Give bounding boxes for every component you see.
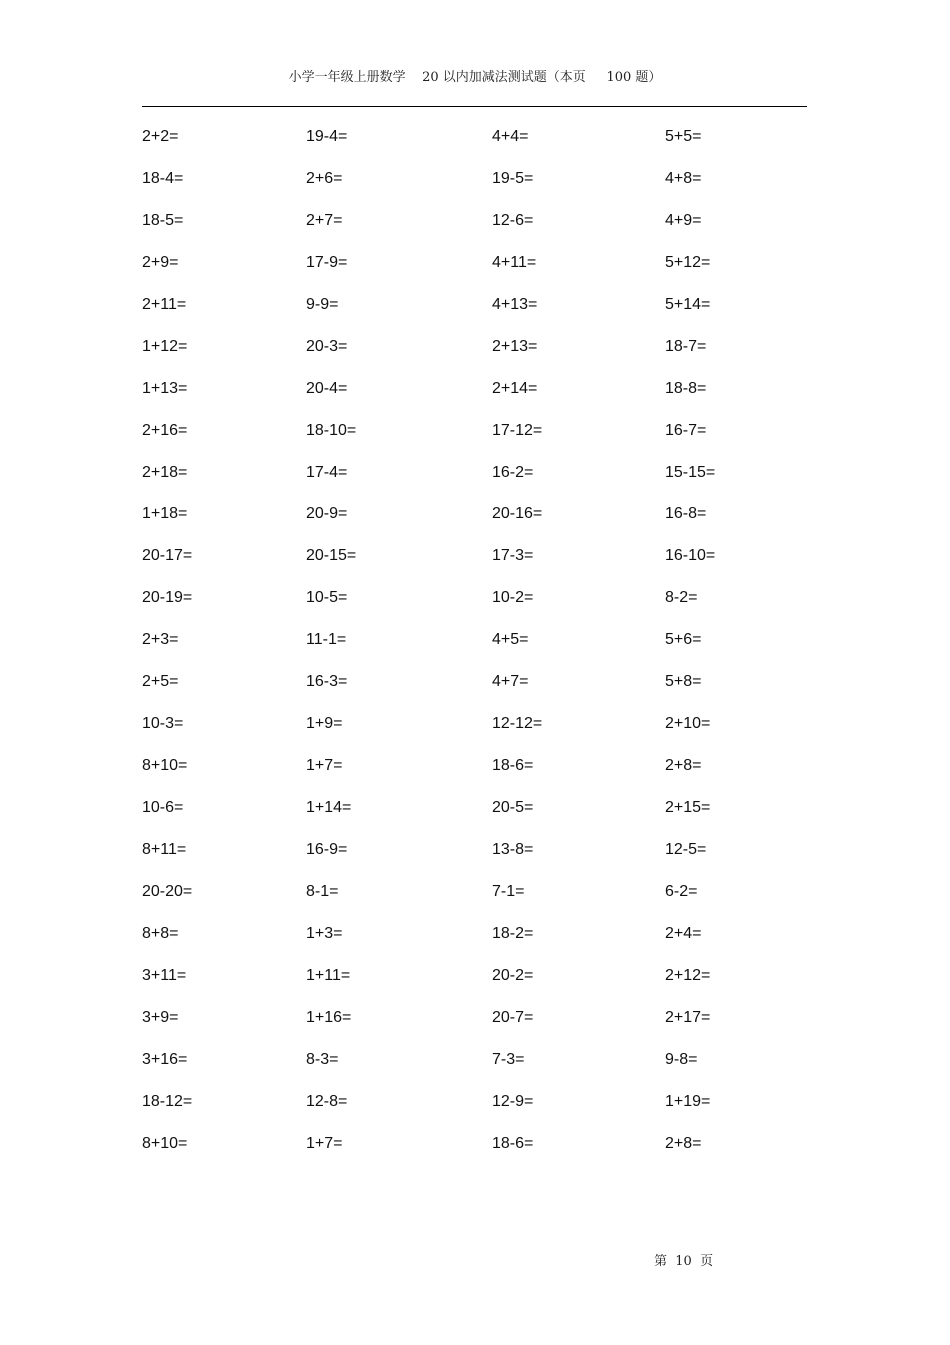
math-problem: 4+4= <box>492 128 529 145</box>
problem-row <box>142 544 762 586</box>
math-problem: 10-5= <box>306 589 348 607</box>
math-problem: 10-3= <box>142 715 184 733</box>
math-problem: 18-10= <box>306 421 357 439</box>
math-problem: 15-15= <box>665 463 716 481</box>
math-problem: 1+16= <box>306 1008 352 1026</box>
problem-row <box>142 251 762 293</box>
math-problem: 4+11= <box>492 253 537 271</box>
math-problem: 8+8= <box>142 924 179 942</box>
math-problem: 1+3= <box>306 924 343 942</box>
math-problem: 2+4= <box>665 924 702 942</box>
math-problem: 1+18= <box>142 505 188 523</box>
math-problem: 18-12= <box>142 1092 193 1110</box>
math-problem: 1+11= <box>306 966 351 984</box>
problem-row <box>142 712 762 754</box>
problem-row <box>142 419 762 461</box>
math-problem: 8-2= <box>665 589 698 607</box>
math-problem: 5+14= <box>665 295 711 313</box>
math-problem: 19-4= <box>306 128 348 145</box>
math-problem: 18-8= <box>665 379 707 397</box>
problem-row <box>142 293 762 335</box>
math-problem: 5+5= <box>665 128 702 145</box>
math-problem: 5+8= <box>665 673 702 691</box>
math-problem: 18-6= <box>492 757 534 775</box>
math-problem: 16-2= <box>492 463 534 481</box>
problem-row <box>142 880 762 922</box>
math-problem: 1+9= <box>306 715 343 733</box>
math-problem: 8-3= <box>306 1050 339 1068</box>
math-problem: 12-5= <box>665 840 707 858</box>
math-problem: 5+12= <box>665 253 711 271</box>
problem-grid <box>142 125 762 1173</box>
math-problem: 16-3= <box>306 673 348 691</box>
math-problem: 5+6= <box>665 631 702 649</box>
math-problem: 18-6= <box>492 1134 534 1152</box>
math-problem: 2+10= <box>665 715 711 733</box>
math-problem: 20-2= <box>492 966 534 984</box>
problem-row <box>142 964 762 1006</box>
math-problem: 2+14= <box>492 379 538 397</box>
math-problem: 4+7= <box>492 673 529 691</box>
math-problem: 4+13= <box>492 295 538 313</box>
math-problem: 2+8= <box>665 1134 702 1152</box>
math-problem: 1+13= <box>142 379 188 397</box>
math-problem: 4+9= <box>665 211 702 229</box>
math-problem: 2+13= <box>492 337 538 355</box>
math-problem: 2+9= <box>142 253 179 271</box>
math-problem: 9-8= <box>665 1050 698 1068</box>
math-problem: 8+10= <box>142 757 188 775</box>
problem-row <box>142 1090 762 1132</box>
math-problem: 17-4= <box>306 463 348 481</box>
math-problem: 2+8= <box>665 757 702 775</box>
math-problem: 20-17= <box>142 547 193 565</box>
problem-row <box>142 1048 762 1090</box>
math-problem: 12-8= <box>306 1092 348 1110</box>
math-problem: 12-9= <box>492 1092 534 1110</box>
page-header-title: 小学一年级上册数学 20 以内加减法测试题（本页 100 题） <box>288 70 662 85</box>
problem-row <box>142 922 762 964</box>
problem-row <box>142 754 762 796</box>
math-problem: 17-3= <box>492 547 534 565</box>
math-problem: 17-9= <box>306 253 348 271</box>
problem-row <box>142 628 762 670</box>
math-problem: 8+10= <box>142 1134 188 1152</box>
math-problem: 2+17= <box>665 1008 711 1026</box>
math-problem: 7-3= <box>492 1050 525 1068</box>
problem-row <box>142 502 762 544</box>
math-problem: 1+7= <box>306 1134 343 1152</box>
problem-row <box>142 461 762 503</box>
math-problem: 2+2= <box>142 128 179 145</box>
math-problem: 20-3= <box>306 337 348 355</box>
math-problem: 10-6= <box>142 799 184 816</box>
math-problem: 2+11= <box>142 295 187 313</box>
problem-row <box>142 796 762 838</box>
math-problem: 1+19= <box>665 1092 711 1110</box>
math-problem: 8+11= <box>142 840 187 858</box>
math-problem: 9-9= <box>306 295 339 313</box>
math-problem: 12-6= <box>492 211 534 229</box>
math-problem: 2+12= <box>665 966 711 984</box>
math-problem: 2+18= <box>142 463 188 481</box>
problem-row <box>142 1006 762 1048</box>
problem-row <box>142 125 762 167</box>
math-problem: 13-8= <box>492 840 534 858</box>
problem-row <box>142 335 762 377</box>
math-problem: 18-5= <box>142 211 184 229</box>
math-problem: 20-9= <box>306 505 348 523</box>
math-problem: 6-2= <box>665 882 698 900</box>
math-problem: 4+8= <box>665 169 702 187</box>
math-problem: 20-20= <box>142 882 193 900</box>
math-problem: 1+7= <box>306 757 343 775</box>
math-problem: 18-2= <box>492 924 534 942</box>
math-problem: 4+5= <box>492 631 529 649</box>
math-problem: 16-10= <box>665 547 716 565</box>
problem-row <box>142 167 762 209</box>
math-problem: 20-7= <box>492 1008 534 1026</box>
problem-row <box>142 377 762 419</box>
math-problem: 8-1= <box>306 882 339 900</box>
math-problem: 20-15= <box>306 547 357 565</box>
problem-row <box>142 586 762 628</box>
math-problem: 19-5= <box>492 169 534 187</box>
math-problem: 1+14= <box>306 799 352 816</box>
math-problem: 12-12= <box>492 715 543 733</box>
math-problem: 3+9= <box>142 1008 179 1026</box>
math-problem: 16-9= <box>306 840 348 858</box>
problem-row <box>142 209 762 251</box>
header-divider <box>142 106 807 107</box>
math-problem: 20-4= <box>306 379 348 397</box>
math-problem: 10-2= <box>492 589 534 607</box>
math-problem: 3+16= <box>142 1050 188 1068</box>
math-problem: 20-16= <box>492 505 543 523</box>
math-problem: 2+15= <box>665 799 711 816</box>
math-problem: 18-4= <box>142 169 184 187</box>
math-problem: 2+3= <box>142 631 179 649</box>
math-problem: 20-19= <box>142 589 193 607</box>
math-problem: 2+16= <box>142 421 188 439</box>
math-problem: 2+6= <box>306 169 343 187</box>
math-problem: 16-7= <box>665 421 707 439</box>
math-problem: 16-8= <box>665 505 707 523</box>
problem-row <box>142 670 762 712</box>
problem-row <box>142 838 762 880</box>
math-problem: 2+5= <box>142 673 179 691</box>
page-number: 第 10 页 <box>654 1254 714 1269</box>
math-problem: 2+7= <box>306 211 343 229</box>
math-problem: 3+11= <box>142 966 187 984</box>
problem-row <box>142 1132 762 1174</box>
math-problem: 1+12= <box>142 337 188 355</box>
math-problem: 7-1= <box>492 882 525 900</box>
math-problem: 20-5= <box>492 799 534 816</box>
math-problem: 17-12= <box>492 421 543 439</box>
math-problem: 11-1= <box>306 631 347 649</box>
math-problem: 18-7= <box>665 337 707 355</box>
